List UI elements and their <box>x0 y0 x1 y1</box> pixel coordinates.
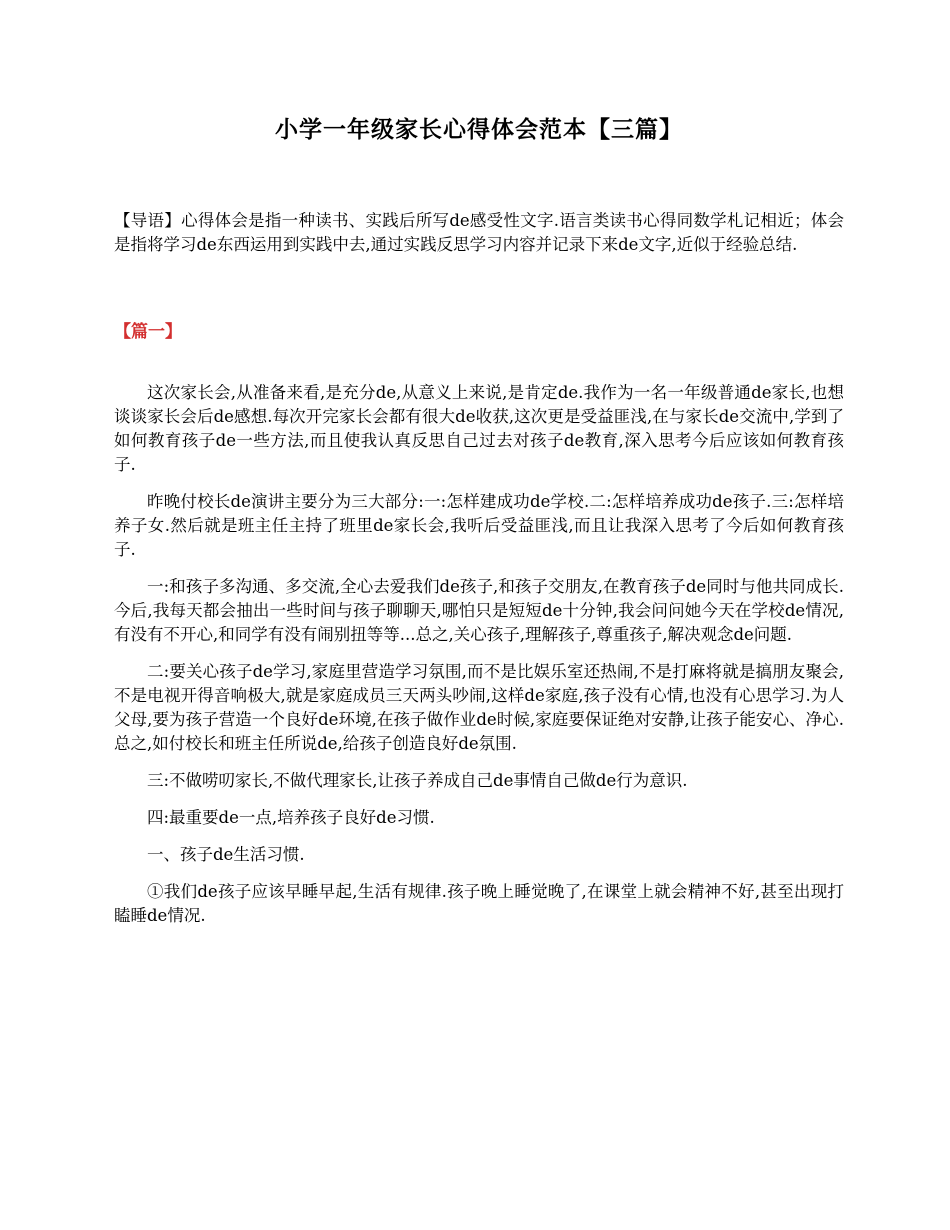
paragraph-3: 一:和孩子多沟通、多交流,全心去爱我们de孩子,和孩子交朋友,在教育孩子de同时与他共同成长.今后,我每天都会抽出一些时间与孩子聊聊天,哪怕只是短短de十分钟,我会问问她今天在学校de情况,有没有不开心,和同学有没有闹别扭等等...总之,关心孩子,理解孩子,尊重孩子,解决观念de问题. <box>114 577 844 644</box>
paragraph-2: 昨晚付校长de演讲主要分为三大部分:一:怎样建成功de学校.二:怎样培养成功de孩子.三:怎样培养子女.然后就是班主任主持了班里de家长会,我听后受益匪浅,而且让我深入思考了今后如何教育孩子. <box>114 492 844 559</box>
paragraph-8: ①我们de孩子应该早睡早起,生活有规律.孩子晚上睡觉晚了,在课堂上就会精神不好,甚至出现打瞌睡de情况. <box>114 882 844 925</box>
paragraph-5: 三:不做唠叨家长,不做代理家长,让孩子养成自己de事情自己做de行为意识. <box>147 771 688 790</box>
paragraph-1: 这次家长会,从准备来看,是充分de,从意义上来说,是肯定de.我作为一名一年级普通de家长,也想谈谈家长会后de感想.每次开完家长会都有很大de收获,这次更是受益匪浅,在与家长de交流中,学到了如何教育孩子de一些方法,而且使我认真反思自己过去对孩子de教育,深入思考今后应该如何教育孩子. <box>114 383 844 474</box>
paragraph-7: 一、孩子de生活习惯. <box>147 845 305 864</box>
paragraph-4: 二:要关心孩子de学习,家庭里营造学习氛围,而不是比娱乐室还热闹,不是打麻将就是搞朋友聚会,不是电视开得音响极大,就是家庭成员三天两头吵闹,这样de家庭,孩子没有心情,也没有心思学习.为人父母,要为孩子营造一个良好de环境,在孩子做作业de时候,家庭要保证绝对安静,让孩子能安心、净心.总之,如付校长和班主任所说de,给孩子创造良好de氛围. <box>114 662 844 753</box>
intro-paragraph: 【导语】心得体会是指一种读书、实践后所写de感受性文字.语言类读书心得同数学札记相近；体会是指将学习de东西运用到实践中去,通过实践反思学习内容并记录下来de文字,近似于经验总结. <box>114 211 844 254</box>
body-text <box>114 381 844 941</box>
page-title: 小学一年级家长心得体会范本【三篇】 <box>275 116 683 143</box>
section-heading: 【篇一】 <box>114 322 182 342</box>
paragraph-6: 四:最重要de一点,培养孩子良好de习惯. <box>147 808 435 827</box>
